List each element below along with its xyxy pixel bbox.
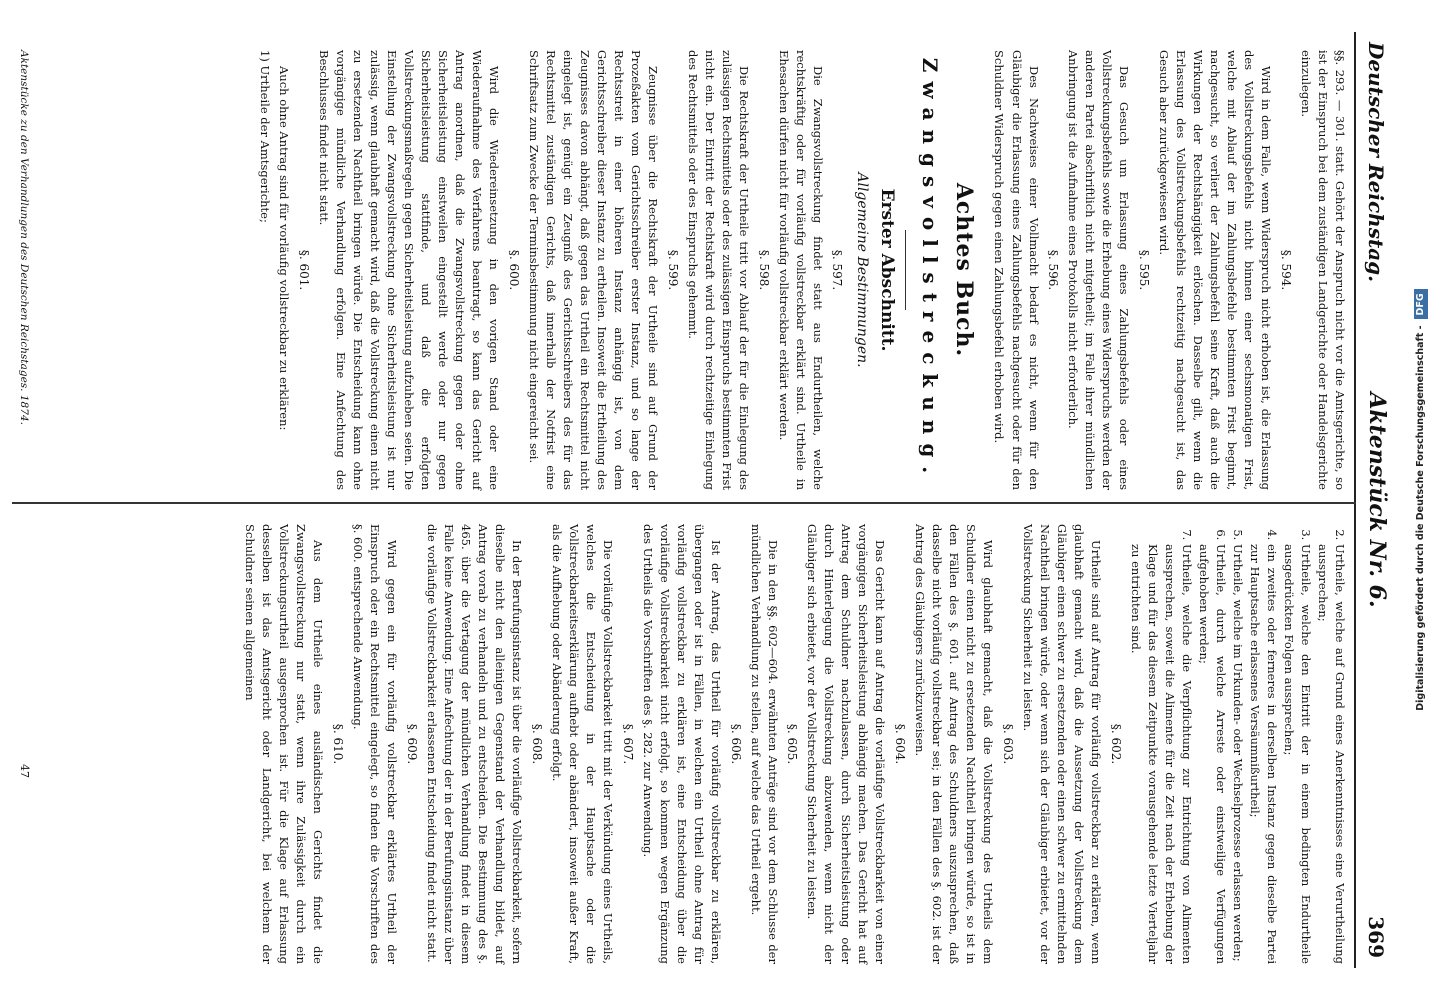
- running-head-center: Aktenstück Nr. 6.: [1364, 392, 1390, 608]
- paragraph: Wird die Wiedereinsetzung in den vorigen Stand oder eine Wiederaufnahme des Verfahrens beantragt, so kann das Gericht auf Antrag anordnen, daß die Zwangsvollstreckung gegen oder ohne Sicherheitsleistung einstweilen eingestellt werde oder nur gegen Sicherheitsleistung stattfinde, und daß die erfolgten Vollstreckungsmaßregeln gegen Sicherheitsleistung aufzuheben seien. Die Einstellung der Zwangsvollstreckung ohne Sicherheitsleistung ist nur zulässig, wenn glaubhaft gemacht wird, daß die Vollstreckung einen nicht zu ersetzenden Nachtheil bringen würde. Die Entscheidung kann ohne vorgängige mündliche Verhandlung erfolgen. Eine Anfechtung des Beschlusses findet nicht statt.: [317, 50, 502, 490]
- paragraph: Aus dem Urtheile eines ausländischen Gerichts findet die Zwangsvollstreckung nur statt, wenn ihre Zulässigkeit durch ein Vollstreckungsurtheil ausgesprochen ist. Für die Klage auf Erlassung desselben ist das Amtsgericht oder Landgericht, bei welchem der Schuldner seinen allgemeinen: [243, 524, 326, 964]
- enumeration: [1127, 524, 1348, 964]
- section-number: §. 608.: [529, 723, 544, 765]
- book-title: Achtes Buch.: [951, 182, 978, 358]
- paragraph: Urtheile sind auf Antrag für vorläufig vollstreckbar zu erklären, wenn glaubhaft gemacht wird, daß die Aussetzung der Vollstreckung dem Gläubiger einen schwer zu ersetzenden oder einen schwer zu ermittelnden Nachtheil bringen würde, oder wenn sich der Gläubiger erbietet, vor der Vollstreckung Sicherheit zu leisten.: [1020, 524, 1104, 964]
- section-number: §. 604.: [893, 723, 908, 765]
- paragraph: Die vorläufige Vollstreckbarkeit tritt mit der Verkündung eines Urtheils, welches die Entscheidung in der Hauptsache oder die Vollstreckbarkeitserklärung aufhebt oder abändert, insoweit außer Kraft, als die Aufhebung oder Abänderung erfolgt.: [549, 524, 615, 964]
- section-title: Erster Abschnitt.: [877, 188, 898, 352]
- page-number: 369: [1364, 916, 1388, 958]
- list-item: 2. Urtheile, welche auf Grund eines Anerkenntnisses eine Verurtheilung aussprechen;: [1314, 544, 1348, 964]
- paragraph: Die in den §§. 602—604. erwähnten Anträge sind vor dem Schlusse der mündlichen Verhandlung zu stellen, auf welche das Urtheil ergeht.: [748, 524, 780, 964]
- paragraph: Die Rechtskraft der Urtheile tritt vor Ablauf der für die Einlegung des zulässigen Rechtsmittels oder des zulässigen Einspruchs bestimmten Frist nicht ein. Der Eintritt der Rechtskraft wird durch rechtzeitige Einlegung des Rechtsmittels oder des Einspruchs gehemmt.: [685, 50, 751, 490]
- section-number: §. 598.: [756, 249, 771, 291]
- list-item: 7. Urtheile, welche die Verpflichtung zur Entrichtung von Alimenten aussprechen, soweit die Alimente für die Zeit nach der Erhebung der Klage und für das diesem Zeitpunkte vorausgehende letzte Vierteljahr zu entrichten sind.: [1127, 544, 1195, 964]
- footer-note: Aktenstücke zu den Verhandlungen des Deutschen Reichstages. 1874.: [18, 50, 30, 425]
- paragraph: Das Gesuch um Erlassung eines Zahlungsbefehls oder eines Vollstreckungsbefehls sowie die Erhebung eines Widerspruchs werden der anderen Partei abschriftlich nicht mitgetheilt; im Falle ihrer mündlichen Anbringung ist die Aufnahme eines Protokolls nicht erforderlich.: [1066, 50, 1132, 490]
- left-column: [254, 50, 1348, 490]
- list-item: 5. Urtheile, welche im Urkunden- oder Wechselprozesse erlassen werden;: [1229, 544, 1246, 964]
- section-number: §. 595.: [1137, 249, 1152, 291]
- divider: [905, 230, 906, 310]
- section-number: §. 600.: [506, 249, 521, 291]
- paragraph: Wird glaubhaft gemacht, daß die Vollstreckung des Urtheils dem Schuldner einen nicht zu ersetzenden Nachtheil bringen würde, so ist in den Fällen des §. 601. auf Antrag des Schuldners auszusprechen, daß dasselbe nicht vorläufig vollstreckbar sei; in den Fällen des §. 602. ist der Antrag des Gläubigers zurückzuweisen.: [913, 524, 996, 964]
- digitization-credit-text: [1410, 0, 1432, 1000]
- paragraph: Wird in dem Falle, wenn Widerspruch nicht erhoben ist, die Erlassung des Vollstreckungsbefehls nicht binnen einer sechsmonatigen Frist, welche mit Ablauf der im Zahlungsbefehle bestimmten Frist beginnt, nachgesucht, so verliert der Zahlungsbefehl seine Kraft, daß auch die Wirkungen der Rechtshängigkeit erlöschen. Dasselbe gilt, wenn die Erlassung des Vollstreckungsbefehls rechtzeitig nachgesucht ist, das Gesuch aber zurückgewiesen wird.: [1157, 50, 1274, 490]
- section-number: §. 601.: [297, 249, 312, 291]
- section-number: §. 594.: [1278, 249, 1293, 291]
- book-subtitle: Zwangsvollstreckung.: [917, 57, 942, 483]
- section-number: §. 609.: [405, 723, 420, 765]
- section-number: §. 606.: [728, 723, 743, 765]
- section-number: §. 602.: [1108, 723, 1123, 765]
- paragraph: Des Nachweises einer Vollmacht bedarf es nicht, wenn für den Gläubiger die Erlassung eines Zahlungsbefehls nachgesucht oder für den Schuldner Widerspruch gegen einen Zahlungsbefehl erhoben wird.: [992, 50, 1041, 490]
- section-number: §. 597.: [830, 249, 845, 291]
- running-head-left: Deutscher Reichstag.: [1364, 42, 1388, 283]
- section-number: §. 596.: [1046, 249, 1061, 291]
- list-item: 6. Urtheile, durch welche Arreste oder einstweilige Verfügungen aufgehoben werden;: [1195, 544, 1229, 964]
- paragraph: Ist der Antrag, das Urtheil für vorläufig vollstreckbar zu erklären, übergangen oder ist in Fällen, in welchen ein Urtheil ohne Antrag für vorläufig vollstreckbar zu erklären ist, eine Entscheidung über die vorläufige Vollstreckbarkeit nicht erfolgt, so kommen wegen Ergänzung des Urtheils die Vorschriften des §. 282. zur Anwendung.: [640, 524, 723, 964]
- page-frame: [12, 32, 1396, 968]
- paragraph: In der Berufungsinstanz ist über die vorläufige Vollstreckbarkeit, sofern dieselbe nicht den alleinigen Gegenstand der Verhandlung bildet, auf Antrag vorab zu verhandeln und zu entscheiden. Die Bestimmung des §. 465. über die Vertagung der mündlichen Verhandlung findet in diesem Falle keine Anwendung. Eine Anfechtung der in der Berufungsinstanz über die vorläufige Vollstreckbarkeit erlassenen Entscheidung findet nicht statt.: [425, 524, 525, 964]
- column-divider: [12, 502, 1356, 504]
- paragraph: Wird gegen ein für vorläufig vollstreckbar erklärtes Urtheil der Einspruch oder ein Rechtsmittel eingelegt, so finden die Vorschriften des §. 600. entsprechende Anwendung.: [351, 524, 400, 964]
- paragraph: Zeugnisse über die Rechtskraft der Urtheile sind auf Grund der Prozeßakten vom Gerichtsschreiber erster Instanz, und so lange der Rechtsstreit in einer höheren Instanz anhängig ist, von dem Gerichtsschreiber dieser Instanz zu ertheilen. Insoweit die Ertheilung des Zeugnisses davon abhängt, daß gegen das Urtheil ein Rechtsmittel nicht eingelegt ist, genügt ein Zeugniß des Gerichtsschreibers des für das Rechtsmittel zuständigen Gerichts, daß innerhalb der Notfrist eine Schriftsatz zum Zwecke der Terminsbestimmung nicht eingereicht sei.: [527, 50, 661, 490]
- paragraph: Die Zwangsvollstreckung findet statt aus Endurtheilen, welche rechtskräftig oder für vorläufig vollstreckbar erklärt sind. Urtheile in Ehesachen dürfen nicht für vorläufig vollstreckbar erklärt werden.: [776, 50, 825, 490]
- section-subtitle: Allgemeine Bestimmungen.: [854, 172, 871, 368]
- dfg-credit-label: Digitalisierung gefördert durch die Deutsche Forschungsgemeinschaft -: [1415, 325, 1426, 711]
- section-number: §. 603.: [1000, 723, 1015, 765]
- list-item: 4. ein zweites oder ferneres in derselben Instanz gegen dieselbe Partei zur Hauptsache erlassenes Versäumnißurtheil;: [1246, 544, 1280, 964]
- section-number: §. 599.: [665, 249, 680, 291]
- running-head: [1354, 32, 1396, 968]
- section-number: §. 607.: [620, 723, 635, 765]
- paragraph: Das Gericht kann auf Antrag die vorläufige Vollstreckbarkeit von einer vorgängigen Sicherheitsleistung abhängig machen. Das Gericht hat auf Antrag dem Schuldner nachzulassen, durch Sicherheitsleistung oder durch Hinterlegung die Vollstreckung abzuwenden, wenn nicht der Gläubiger sich erbietet, vor der Vollstreckung Sicherheit zu leisten.: [805, 524, 888, 964]
- sheet-number: 47: [18, 764, 31, 778]
- paragraph: §§. 293. — 301. statt. Gehört der Anspruch nicht vor die Amtsgerichte, so ist der Einspruch bei dem zuständigen Landgerichte oder Handelsgerichte einzulegen.: [1298, 50, 1347, 490]
- paragraph: Auch ohne Antrag sind für vorläufig vollstreckbar zu erklären:: [277, 66, 292, 431]
- list-item: 3. Urtheile, welche den Eintritt der in einem bedingten Endurtheile ausgedrückten Folgen aussprechen;: [1280, 544, 1314, 964]
- section-number: §. 610.: [331, 723, 346, 765]
- digitization-credit: [1410, 0, 1432, 1000]
- list-item: 1) Urtheile der Amtsgerichte;: [258, 50, 273, 223]
- dfg-logo: DFG: [1414, 289, 1428, 319]
- right-column: [239, 524, 1348, 964]
- section-number: §. 605.: [785, 723, 800, 765]
